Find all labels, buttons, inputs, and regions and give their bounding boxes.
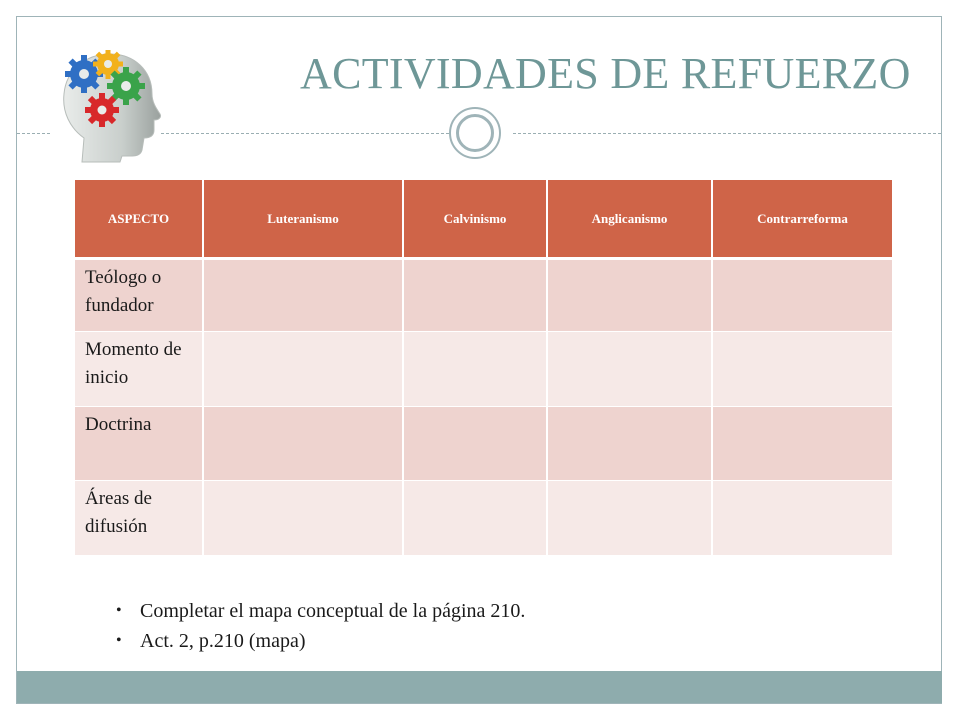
table-cell[interactable] [403,407,547,481]
row-label-cell [75,259,203,332]
slide-title: ACTIVIDADES DE REFUERZO [300,49,911,98]
title-divider-middle [161,133,449,134]
table-cell[interactable] [547,481,712,556]
header-calvinismo: Calvinismo [403,180,547,259]
table-cell[interactable] [712,332,892,407]
list-item [112,596,525,626]
table-cell[interactable] [403,332,547,407]
table-cell[interactable] [547,332,712,407]
row-label: Teólogo o fundador [85,267,162,316]
row-label: Momento de inicio [85,339,182,388]
title-divider-left [17,133,50,134]
header-aspecto: ASPECTO [75,180,203,259]
row-label-cell [75,407,203,481]
task-list [112,596,525,656]
table-row [75,481,892,556]
task-text: Act. 2, p.210 (mapa) [140,630,306,652]
table-row [75,407,892,481]
header-contrarreforma: Contrarreforma [712,180,892,259]
comparison-table [75,180,892,556]
table-cell[interactable] [712,481,892,556]
table-cell[interactable] [403,481,547,556]
task-text: Completar el mapa conceptual de la página 210. [140,600,526,622]
header-luteranismo: Luteranismo [203,180,403,259]
table-cell[interactable] [203,259,403,332]
title-divider-right [513,133,941,134]
header-anglicanismo: Anglicanismo [547,180,712,259]
table-row [75,332,892,407]
row-label: Áreas de difusión [85,488,152,537]
row-label-cell [75,481,203,556]
table-cell[interactable] [712,407,892,481]
divider-ring-inner [456,114,494,152]
bullet-icon: • [116,602,122,619]
bullet-icon: • [116,632,122,649]
table-cell[interactable] [547,407,712,481]
table-cell[interactable] [203,407,403,481]
table-cell[interactable] [203,332,403,407]
table-cell[interactable] [712,259,892,332]
footer-bar [17,671,942,703]
row-label: Doctrina [85,414,152,435]
row-label-cell [75,332,203,407]
table-cell[interactable] [203,481,403,556]
table-header-row [75,180,892,259]
table-cell[interactable] [547,259,712,332]
list-item [112,626,525,656]
table-row [75,259,892,332]
table-cell[interactable] [403,259,547,332]
head-gears-icon [52,50,162,166]
